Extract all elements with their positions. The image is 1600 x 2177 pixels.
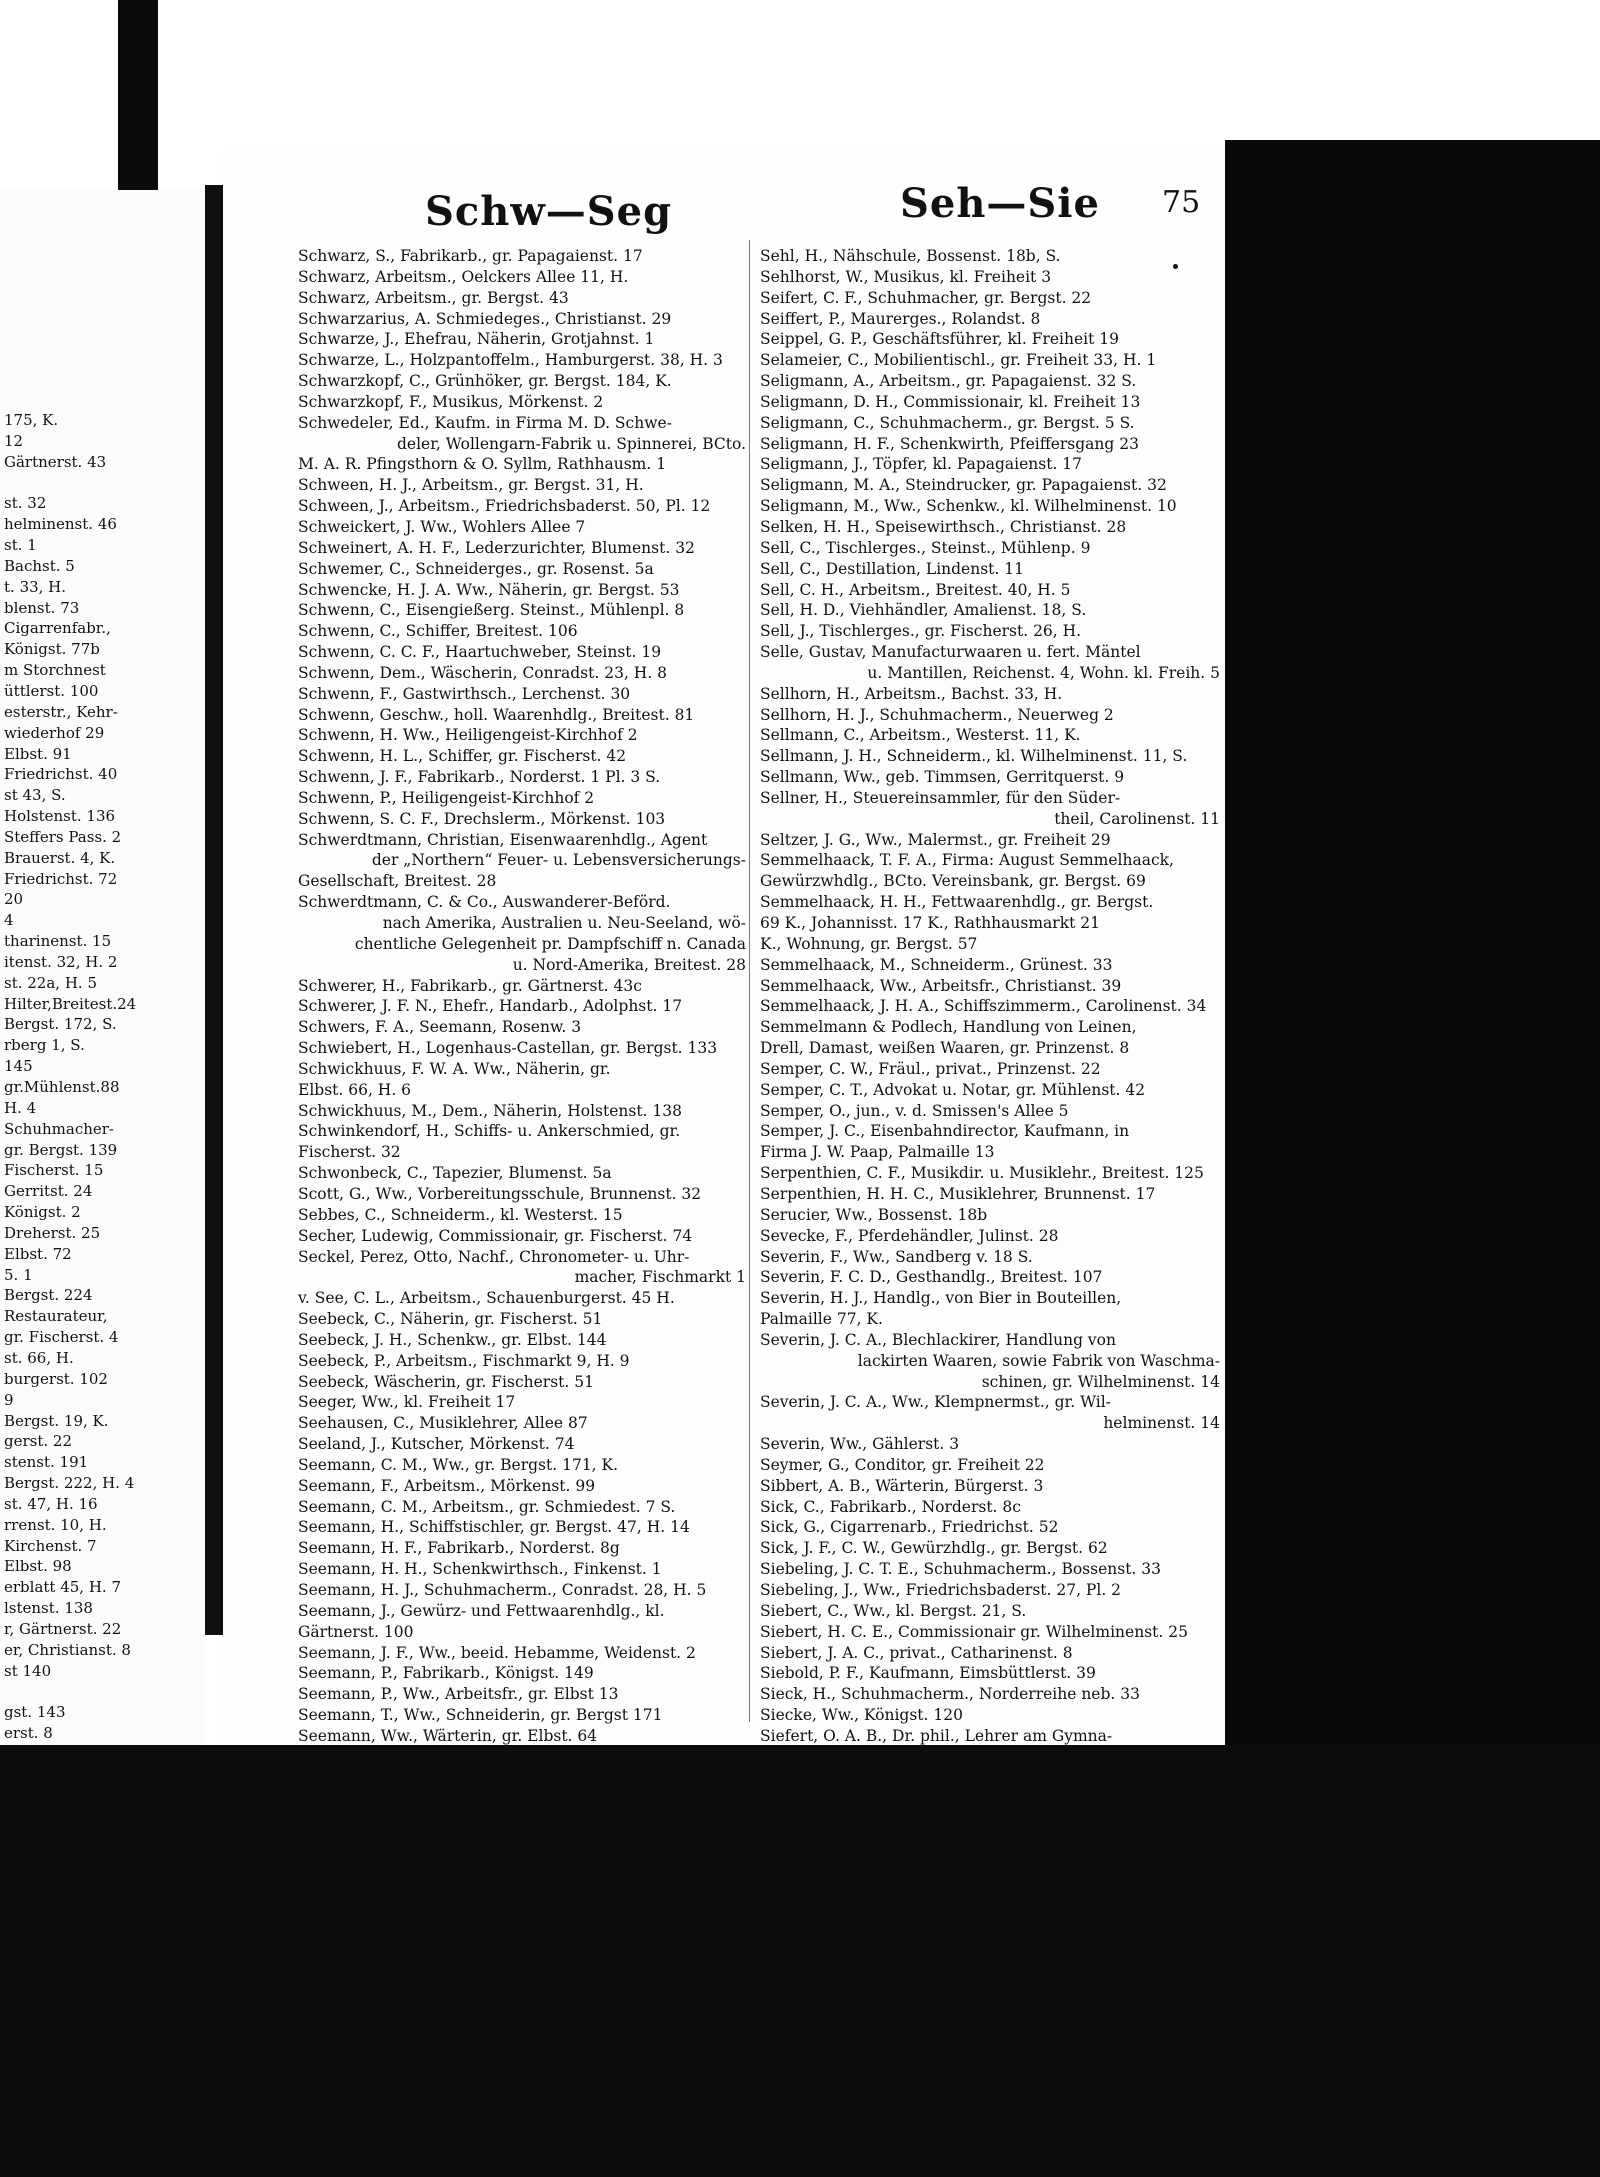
- directory-entry: Seifert, C. F., Schuhmacher, gr. Bergst. 22: [760, 288, 1092, 307]
- directory-entry: Sell, C., Tischlerges., Steinst., Mühlenp. 9: [760, 538, 1091, 557]
- directory-entry: Seligmann, M. A., Steindrucker, gr. Papagaienst. 32: [760, 476, 1167, 495]
- directory-entry: u. Nord-Amerika, Breitest. 28: [512, 955, 746, 974]
- directory-entry: Severin, J. C. A., Ww., Klempnermst., gr. Wil-: [760, 1393, 1111, 1412]
- strip-line: Schuhmacher-: [4, 1119, 115, 1138]
- strip-line: st. 1: [4, 536, 37, 555]
- directory-entry: Gärtnerst. 100: [298, 1622, 414, 1641]
- directory-entry: u. Mantillen, Reichenst. 4, Wohn. kl. Freih. 5: [867, 663, 1220, 682]
- directory-entry: Schween, J., Arbeitsm., Friedrichsbaderst. 50, Pl. 12: [298, 497, 711, 516]
- directory-entry: Schween, H. J., Arbeitsm., gr. Bergst. 31, H.: [298, 476, 644, 495]
- right-column-heading: Seh—Sie: [900, 180, 1100, 227]
- strip-line: rrenst. 10, H.: [4, 1515, 107, 1534]
- scan-border-bottom: [0, 1745, 1600, 2177]
- directory-entry: Schwenn, C., Schiffer, Breitest. 106: [298, 622, 578, 641]
- directory-entry: Schwickhuus, M., Dem., Näherin, Holstenst. 138: [298, 1101, 682, 1120]
- directory-entry: Schwenn, C., Eisengießerg. Steinst., Mühlenpl. 8: [298, 601, 685, 620]
- directory-entry: Schwarzkopf, C., Grünhöker, gr. Bergst. 184, K.: [298, 372, 672, 391]
- directory-entry: Severin, J. C. A., Blechlackirer, Handlung von: [760, 1330, 1116, 1349]
- strip-line: 12: [4, 431, 24, 450]
- directory-entry: Sell, C. H., Arbeitsm., Breitest. 40, H. 5: [760, 580, 1071, 599]
- directory-entry: Serpenthien, C. F., Musikdir. u. Musiklehr., Breitest. 125: [760, 1164, 1204, 1183]
- strip-line: Brauerst. 4, K.: [4, 848, 116, 867]
- directory-entry: Sehl, H., Nähschule, Bossenst. 18b, S.: [760, 247, 1061, 265]
- directory-entry: helminenst. 14: [1103, 1414, 1220, 1433]
- directory-entry: Semmelhaack, H. H., Fettwaarenhdlg., gr. Bergst.: [760, 893, 1154, 912]
- strip-line: gr.Mühlenst.88: [4, 1078, 120, 1096]
- directory-entry: Gesellschaft, Breitest. 28: [298, 872, 497, 891]
- directory-entry: Seemann, P., Ww., Arbeitsfr., gr. Elbst 13: [298, 1685, 619, 1704]
- directory-entry: Seemann, J. F., Ww., beeid. Hebamme, Weidenst. 2: [298, 1643, 696, 1662]
- directory-entry: Seltzer, J. G., Ww., Malermst., gr. Freiheit 29: [760, 830, 1111, 849]
- directory-entry: Semper, C. W., Fräul., privat., Prinzenst. 22: [760, 1059, 1101, 1078]
- directory-entry: Sellmann, C., Arbeitsm., Westerst. 11, K.: [760, 726, 1081, 745]
- strip-line: erblatt 45, H. 7: [4, 1578, 121, 1597]
- directory-entry: Schweinert, A. H. F., Lederzurichter, Blumenst. 32: [298, 538, 695, 557]
- strip-line: st. 32: [4, 494, 47, 513]
- directory-entry: Semmelmann & Podlech, Handlung von Leinen,: [760, 1018, 1137, 1037]
- strip-line: t. 33, H.: [4, 577, 67, 596]
- directory-entry: Seebeck, Wäscherin, gr. Fischerst. 51: [298, 1372, 594, 1391]
- directory-entry: Seebeck, J. H., Schenkw., gr. Elbst. 144: [298, 1330, 607, 1349]
- directory-entry: Schwenn, Dem., Wäscherin, Conradst. 23, H. 8: [298, 663, 668, 682]
- directory-entry: Schwinkendorf, H., Schiffs- u. Ankerschmied, gr.: [298, 1122, 681, 1141]
- directory-entry: Seeger, Ww., kl. Freiheit 17: [298, 1393, 516, 1412]
- directory-entry: Schwarzarius, A. Schmiedeges., Christianst. 29: [298, 309, 672, 328]
- directory-entry: Seehausen, C., Musiklehrer, Allee 87: [298, 1414, 588, 1433]
- strip-line: gst. 143: [4, 1703, 66, 1722]
- directory-entry: Sellmann, J. H., Schneiderm., kl. Wilhelminenst. 11, S.: [760, 747, 1188, 766]
- directory-entry: Seebeck, P., Arbeitsm., Fischmarkt 9, H. 9: [298, 1351, 630, 1370]
- directory-entry: Sellhorn, H., Arbeitsm., Bachst. 33, H.: [760, 684, 1063, 703]
- directory-entry: schinen, gr. Wilhelminenst. 14: [981, 1372, 1220, 1391]
- directory-entry: 69 K., Johannisst. 17 K., Rathhausmarkt 21: [760, 914, 1100, 932]
- strip-line: itenst. 32, H. 2: [4, 952, 118, 971]
- directory-entry: Seligmann, D. H., Commissionair, kl. Freiheit 13: [760, 392, 1141, 411]
- directory-entry: Sebbes, C., Schneiderm., kl. Westerst. 15: [298, 1205, 623, 1224]
- directory-entry: Severin, H. J., Handlg., von Bier in Bouteillen,: [760, 1289, 1122, 1308]
- directory-entry: Sick, G., Cigarrenarb., Friedrichst. 52: [760, 1518, 1059, 1537]
- strip-line: st. 22a, H. 5: [4, 973, 97, 992]
- directory-entry: Semmelhaack, T. F. A., Firma: August Semmelhaack,: [760, 851, 1174, 870]
- directory-entry: Schwedeler, Ed., Kaufm. in Firma M. D. Schwe-: [298, 413, 672, 432]
- previous-page-strip: [0, 190, 205, 1745]
- directory-entry: macher, Fischmarkt 1: [574, 1268, 746, 1287]
- directory-entry: Selle, Gustav, Manufacturwaaren u. fert. Mäntel: [760, 643, 1141, 662]
- strip-line: Friedrichst. 72: [4, 869, 118, 888]
- directory-entry: Seebeck, C., Näherin, gr. Fischerst. 51: [298, 1310, 603, 1329]
- directory-entry: Seemann, H. H., Schenkwirthsch., Finkenst. 1: [298, 1560, 662, 1579]
- directory-entry: Serucier, Ww., Bossenst. 18b: [760, 1205, 988, 1224]
- strip-line: Dreherst. 25: [4, 1223, 101, 1242]
- strip-line: Bergst. 19, K.: [4, 1411, 109, 1430]
- scan-border-right: [1225, 140, 1600, 1780]
- directory-entry: Seemann, H., Schiffstischler, gr. Bergst. 47, H. 14: [298, 1518, 690, 1537]
- strip-line: st 140: [4, 1661, 52, 1680]
- strip-line: rberg 1, S.: [4, 1036, 85, 1055]
- strip-line: [4, 1681, 202, 1702]
- directory-entry: Schwenn, H. L., Schiffer, gr. Fischerst. 42: [298, 747, 627, 766]
- directory-entry: Schwickhuus, F. W. A. Ww., Näherin, gr.: [298, 1059, 611, 1078]
- left-column-heading: Schw—Seg: [425, 188, 673, 235]
- left-directory-column: [298, 246, 746, 1872]
- strip-line: Cigarrenfabr.,: [4, 619, 111, 638]
- directory-entry: Selken, H. H., Speisewirthsch., Christianst. 28: [760, 517, 1127, 536]
- directory-entry: Siebert, C., Ww., kl. Bergst. 21, S.: [760, 1601, 1027, 1620]
- strip-line: Bergst. 172, S.: [4, 1015, 117, 1034]
- directory-entry: deler, Wollengarn-Fabrik u. Spinnerei, BCto.: [396, 434, 746, 453]
- directory-entry: Severin, F., Ww., Sandberg v. 18 S.: [760, 1247, 1033, 1266]
- directory-entry: Seligmann, C., Schuhmacherm., gr. Bergst. 5 S.: [760, 413, 1135, 432]
- directory-entry: Drell, Damast, weißen Waaren, gr. Prinzenst. 8: [760, 1039, 1130, 1058]
- strip-line: Gerritst. 24: [4, 1182, 93, 1201]
- directory-entry: Schwonbeck, C., Tapezier, Blumenst. 5a: [298, 1164, 612, 1183]
- strip-line: Königst. 2: [4, 1203, 81, 1222]
- directory-entry: Seemann, F., Arbeitsm., Mörkenst. 99: [298, 1476, 596, 1495]
- strip-line: er, Christianst. 8: [4, 1640, 131, 1659]
- directory-entry: Sick, J. F., C. W., Gewürzhdlg., gr. Bergst. 62: [760, 1539, 1108, 1558]
- directory-entry: Seymer, G., Conditor, gr. Freiheit 22: [760, 1455, 1045, 1474]
- directory-entry: Seligmann, J., Töpfer, kl. Papagaienst. 17: [760, 455, 1083, 474]
- directory-entry: Semper, C. T., Advokat u. Notar, gr. Mühlenst. 42: [760, 1080, 1146, 1099]
- directory-entry: Schwencke, H. J. A. Ww., Näherin, gr. Bergst. 53: [298, 580, 680, 599]
- directory-entry: Seemann, Ww., Wärterin, gr. Elbst. 64: [298, 1726, 598, 1745]
- directory-entry: Seligmann, A., Arbeitsm., gr. Papagaienst. 32 S.: [760, 372, 1137, 391]
- directory-entry: Seemann, C. M., Arbeitsm., gr. Schmiedest. 7 S.: [298, 1497, 676, 1516]
- strip-line: m Storchnest: [4, 661, 106, 680]
- directory-entry: Fischerst. 32: [298, 1143, 401, 1162]
- directory-entry: Sick, C., Fabrikarb., Norderst. 8c: [760, 1497, 1021, 1516]
- right-directory-column: [760, 246, 1220, 1872]
- directory-entry: Seippel, G. P., Geschäftsführer, kl. Freiheit 19: [760, 330, 1119, 349]
- directory-entry: Semmelhaack, Ww., Arbeitsfr., Christianst. 39: [760, 976, 1122, 995]
- directory-entry: Schwarzkopf, F., Musikus, Mörkenst. 2: [298, 392, 604, 411]
- strip-line: st. 47, H. 16: [4, 1494, 98, 1513]
- directory-entry: Siebert, J. A. C., privat., Catharinenst. 8: [760, 1643, 1073, 1662]
- directory-entry: Seemann, H. J., Schuhmacherm., Conradst. 28, H. 5: [298, 1581, 707, 1599]
- directory-entry: theil, Carolinenst. 11: [1054, 809, 1220, 828]
- directory-entry: Sieck, H., Schuhmacherm., Norderreihe neb. 33: [760, 1685, 1140, 1704]
- strip-line: gr. Bergst. 139: [4, 1140, 118, 1159]
- strip-line: blenst. 73: [4, 598, 80, 617]
- strip-line: Elbst. 72: [4, 1244, 72, 1263]
- directory-entry: nach Amerika, Australien u. Neu-Seeland, wö-: [382, 914, 746, 932]
- strip-line: Holstenst. 136: [4, 807, 116, 826]
- directory-entry: M. A. R. Pfingsthorn & O. Syllm, Rathhausm. 1: [298, 455, 667, 474]
- strip-line: Bergst. 224: [4, 1286, 93, 1305]
- directory-entry: Schwerdtmann, C. & Co., Auswanderer-Beförd.: [298, 893, 671, 912]
- strip-line: esterstr., Kehr-: [4, 702, 118, 721]
- directory-entry: Severin, F. C. D., Gesthandlg., Breitest. 107: [760, 1268, 1103, 1287]
- strip-line: r, Gärtnerst. 22: [4, 1619, 122, 1638]
- directory-entry: Schwarz, Arbeitsm., gr. Bergst. 43: [298, 288, 569, 307]
- directory-entry: Siecke, Ww., Königst. 120: [760, 1706, 963, 1725]
- directory-entry: Sehlhorst, W., Musikus, kl. Freiheit 3: [760, 267, 1052, 286]
- directory-entry: Siebold, P. F., Kaufmann, Eimsbüttlerst. 39: [760, 1664, 1096, 1683]
- directory-entry: Severin, Ww., Gählerst. 3: [760, 1435, 960, 1454]
- directory-entry: Seligmann, H. F., Schenkwirth, Pfeiffersgang 23: [760, 434, 1139, 453]
- strip-line: Restaurateur,: [4, 1307, 108, 1326]
- strip-line: helminenst. 46: [4, 515, 117, 534]
- directory-entry: Firma J. W. Paap, Palmaille 13: [760, 1143, 995, 1162]
- directory-entry: Seemann, C. M., Ww., gr. Bergst. 171, K.: [298, 1455, 619, 1474]
- directory-entry: Schwers, F. A., Seemann, Rosenw. 3: [298, 1018, 582, 1037]
- directory-entry: Sevecke, F., Pferdehändler, Julinst. 28: [760, 1226, 1059, 1245]
- directory-entry: Seeland, J., Kutscher, Mörkenst. 74: [298, 1435, 575, 1454]
- directory-entry: Secher, Ludewig, Commissionair, gr. Fischerst. 74: [298, 1226, 693, 1245]
- strip-line: lstenst. 138: [4, 1599, 93, 1618]
- directory-entry: Semper, J. C., Eisenbahndirector, Kaufmann, in: [760, 1122, 1130, 1141]
- strip-line: Kirchenst. 7: [4, 1536, 97, 1555]
- strip-line: 145: [4, 1057, 33, 1076]
- strip-line: erst. 8: [4, 1724, 53, 1743]
- strip-line: 175, K.: [4, 411, 59, 429]
- directory-entry: Seemann, H. F., Fabrikarb., Norderst. 8g: [298, 1539, 620, 1558]
- strip-line: Königst. 77b: [4, 640, 100, 659]
- book-gutter: [205, 185, 223, 1635]
- directory-entry: Schwarze, L., Holzpantoffelm., Hamburgerst. 38, H. 3: [298, 351, 723, 370]
- strip-line: Bergst. 222, H. 4: [4, 1474, 135, 1493]
- directory-entry: Seiffert, P., Maurerges., Rolandst. 8: [760, 309, 1041, 328]
- strip-line: Elbst. 91: [4, 744, 72, 763]
- directory-entry: Schwarz, S., Fabrikarb., gr. Papagaienst. 17: [298, 247, 643, 265]
- strip-line: 4: [4, 911, 14, 930]
- strip-line: gr. Fischerst. 4: [4, 1328, 119, 1347]
- directory-entry: Siebert, H. C. E., Commissionair gr. Wilhelminenst. 25: [760, 1622, 1188, 1641]
- directory-entry: Scott, G., Ww., Vorbereitungsschule, Brunnenst. 32: [298, 1184, 702, 1203]
- directory-entry: Semmelhaack, M., Schneiderm., Grünest. 33: [760, 955, 1113, 974]
- directory-entry: Sellhorn, H. J., Schuhmacherm., Neuerweg 2: [760, 705, 1114, 724]
- ink-speck: [1173, 264, 1178, 269]
- directory-entry: Semper, O., jun., v. d. Smissen's Allee 5: [760, 1101, 1069, 1120]
- directory-entry: Schwarz, Arbeitsm., Oelckers Allee 11, H.: [298, 267, 629, 286]
- directory-entry: v. See, C. L., Arbeitsm., Schauenburgerst. 45 H.: [298, 1289, 675, 1308]
- directory-entry: Schwiebert, H., Logenhaus-Castellan, gr. Bergst. 133: [298, 1039, 718, 1058]
- strip-line: Gärtnerst. 43: [4, 452, 107, 471]
- directory-entry: Sellner, H., Steuereinsammler, für den Süder-: [760, 788, 1121, 807]
- directory-entry: Schwenn, P., Heiligengeist-Kirchhof 2: [298, 788, 595, 807]
- strip-line: 9: [4, 1390, 14, 1409]
- directory-entry: Selameier, C., Mobilientischl., gr. Freiheit 33, H. 1: [760, 351, 1157, 370]
- strip-line: Fischerst. 15: [4, 1161, 104, 1180]
- directory-entry: Schwerdtmann, Christian, Eisenwaarenhdlg., Agent: [298, 830, 708, 849]
- directory-entry: Schwerer, J. F. N., Ehefr., Handarb., Adolphst. 17: [298, 997, 683, 1016]
- strip-line: burgerst. 102: [4, 1369, 108, 1388]
- strip-line: 5. 1: [4, 1265, 33, 1284]
- strip-line: Bachst. 5: [4, 556, 75, 575]
- strip-line: Hilter,Breitest.24: [4, 994, 137, 1013]
- directory-entry: Seemann, P., Fabrikarb., Königst. 149: [298, 1664, 594, 1683]
- directory-entry: Sibbert, A. B., Wärterin, Bürgerst. 3: [760, 1476, 1044, 1495]
- strip-line: wiederhof 29: [4, 723, 105, 742]
- strip-line: stenst. 191: [4, 1453, 89, 1472]
- directory-entry: Schwenn, J. F., Fabrikarb., Norderst. 1 Pl. 3 S.: [298, 768, 661, 787]
- directory-entry: Schwenn, S. C. F., Drechslerm., Mörkenst. 103: [298, 809, 666, 828]
- directory-entry: Seemann, J., Gewürz- und Fettwaarenhdlg., kl.: [298, 1601, 665, 1620]
- directory-entry: lackirten Waaren, sowie Fabrik von Waschma-: [857, 1351, 1220, 1370]
- page-number: 75: [1162, 185, 1201, 220]
- directory-entry: Schwenn, H. Ww., Heiligengeist-Kirchhof 2: [298, 726, 638, 745]
- directory-entry: K., Wohnung, gr. Bergst. 57: [760, 934, 978, 953]
- directory-entry: Schwarze, J., Ehefrau, Näherin, Grotjahnst. 1: [298, 330, 655, 349]
- strip-line: tharinenst. 15: [4, 932, 112, 951]
- column-divider: [749, 240, 750, 1722]
- directory-entry: Sellmann, Ww., geb. Timmsen, Gerritquerst. 9: [760, 768, 1125, 787]
- directory-entry: Schwenn, F., Gastwirthsch., Lerchenst. 30: [298, 684, 631, 703]
- directory-entry: Siebeling, J., Ww., Friedrichsbaderst. 27, Pl. 2: [760, 1581, 1122, 1599]
- strip-line: st 43, S.: [4, 786, 66, 805]
- strip-line: 20: [4, 890, 24, 909]
- directory-entry: Seemann, T., Ww., Schneiderin, gr. Bergst 171: [298, 1706, 663, 1725]
- strip-line: [4, 473, 202, 494]
- directory-entry: Semmelhaack, J. H. A., Schiffszimmerm., Carolinenst. 34: [760, 997, 1207, 1016]
- directory-entry: Palmaille 77, K.: [760, 1310, 883, 1329]
- directory-entry: Schwenn, C. C. F., Haartuchweber, Steinst. 19: [298, 643, 662, 662]
- directory-entry: Sell, J., Tischlerges., gr. Fischerst. 26, H.: [760, 622, 1082, 641]
- directory-entry: Elbst. 66, H. 6: [298, 1080, 412, 1099]
- strip-line: H. 4: [4, 1098, 37, 1117]
- strip-line: Elbst. 98: [4, 1557, 72, 1576]
- strip-line: gerst. 22: [4, 1432, 72, 1451]
- directory-entry: Sell, C., Destillation, Lindenst. 11: [760, 559, 1024, 578]
- directory-entry: Sell, H. D., Viehhändler, Amalienst. 18, S.: [760, 601, 1087, 620]
- directory-entry: Gewürzwhdlg., BCto. Vereinsbank, gr. Bergst. 69: [760, 872, 1146, 891]
- directory-entry: Schwemer, C., Schneiderges., gr. Rosenst. 5a: [298, 559, 654, 578]
- directory-entry: Seckel, Perez, Otto, Nachf., Chronometer- u. Uhr-: [298, 1247, 690, 1266]
- strip-line: st. 66, H.: [4, 1348, 74, 1367]
- directory-entry: Seligmann, M., Ww., Schenkw., kl. Wilhelminenst. 10: [760, 497, 1177, 516]
- directory-entry: chentliche Gelegenheit pr. Dampfschiff n. Canada: [354, 934, 746, 953]
- strip-line: Friedrichst. 40: [4, 765, 118, 784]
- directory-entry: Siefert, O. A. B., Dr. phil., Lehrer am Gymna-: [760, 1726, 1113, 1745]
- directory-entry: Schweickert, J. Ww., Wohlers Allee 7: [298, 517, 586, 536]
- directory-entry: Siebeling, J. C. T. E., Schuhmacherm., Bossenst. 33: [760, 1560, 1162, 1579]
- directory-entry: Schwenn, Geschw., holl. Waarenhdlg., Breitest. 81: [298, 705, 695, 724]
- directory-entry: Serpenthien, H. H. C., Musiklehrer, Brunnenst. 17: [760, 1184, 1156, 1203]
- directory-entry: der „Northern“ Feuer- u. Lebensversicherungs-: [371, 851, 746, 870]
- strip-line: Steffers Pass. 2: [4, 827, 122, 846]
- directory-entry: Schwerer, H., Fabrikarb., gr. Gärtnerst. 43c: [298, 976, 642, 995]
- strip-line: üttlerst. 100: [4, 681, 99, 700]
